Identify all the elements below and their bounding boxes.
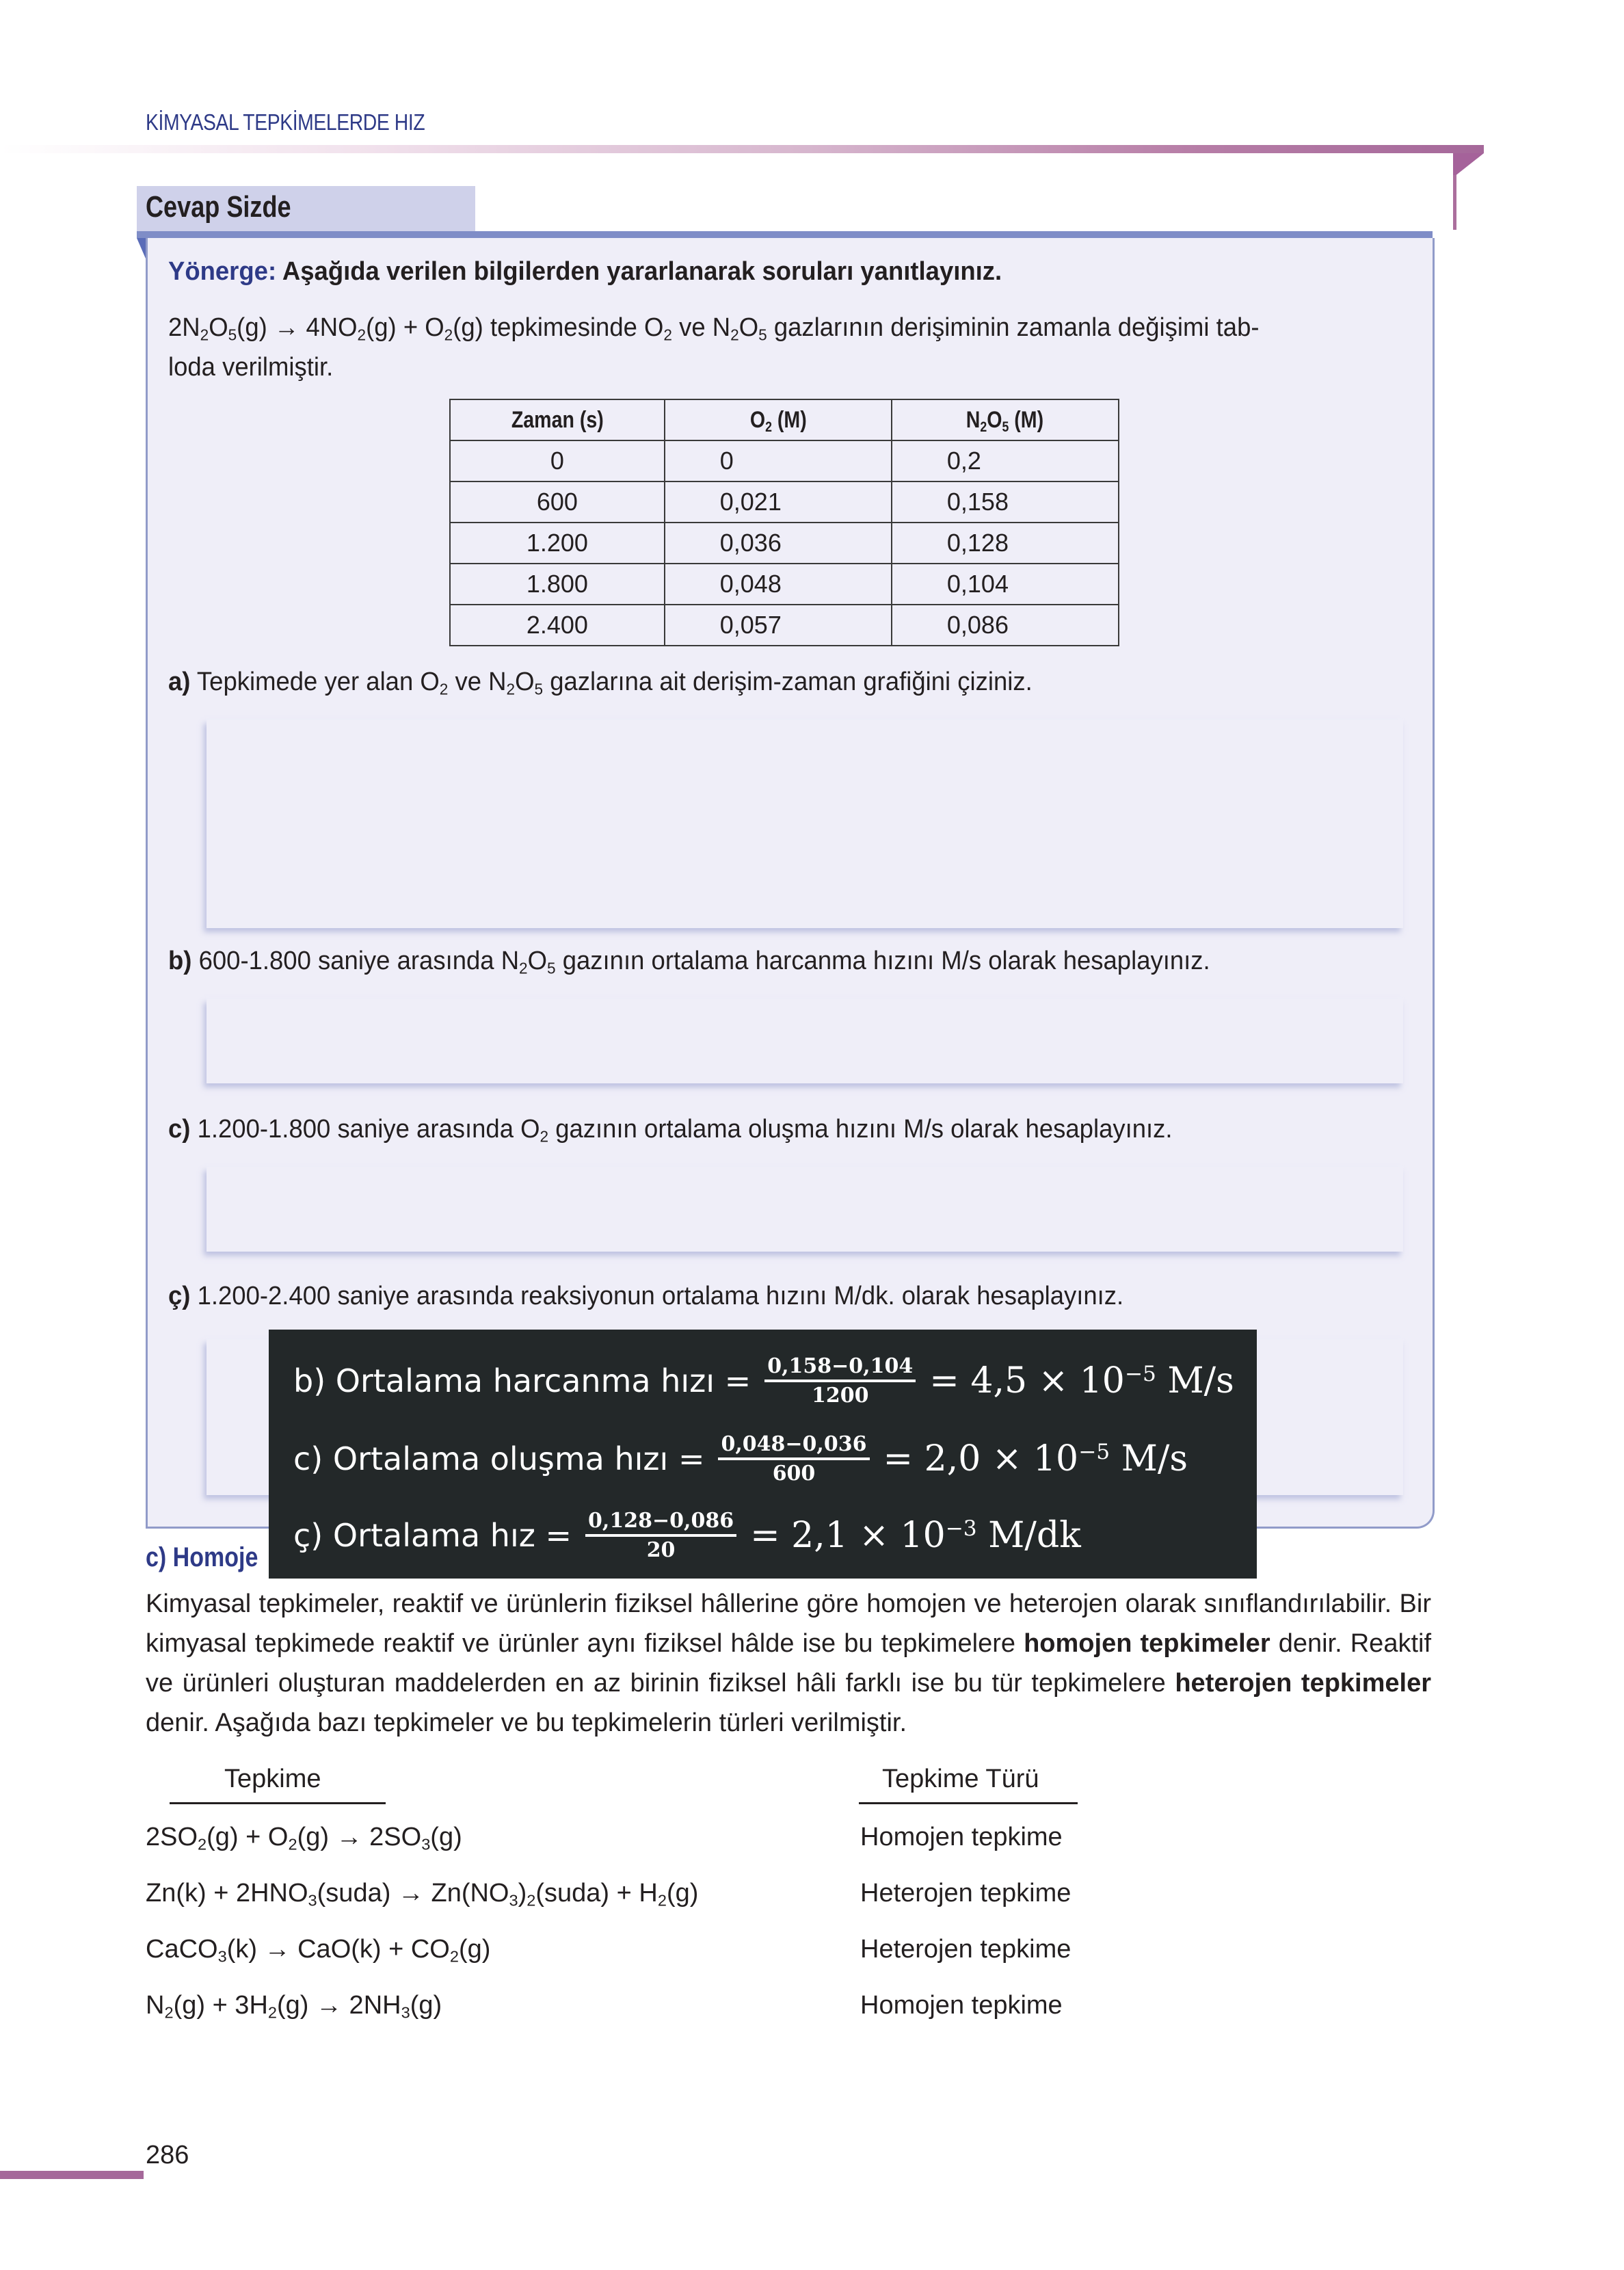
cell-time: 0: [450, 440, 665, 481]
concentration-table: [449, 399, 1119, 646]
answer-cc-numerator: 0,128−0,086: [585, 1509, 736, 1537]
table-row: [450, 523, 1119, 564]
page-number: 286: [146, 2141, 189, 2169]
col-heading-type: Tepkime Türü: [882, 1765, 1039, 1793]
question-a: a) Tepkimede yer alan $O_2$ ve $N_2O_5$ gazlarına ait derişim-zaman grafiğini çiziniz.: [168, 668, 1033, 698]
activity-top-bar: [137, 231, 1433, 238]
answer-b: [293, 1354, 1234, 1408]
answer-c-fraction: [718, 1432, 869, 1486]
col-heading-reaction: Tepkime: [224, 1765, 321, 1793]
table-row: [450, 481, 1119, 523]
answer-cc-result: = $2,1 \times 10^{-3}$ M/dk: [750, 1515, 1081, 1556]
col-rule-reaction: [170, 1802, 386, 1804]
reaction-equation: $2SO_2(g) + O_2(g) \to 2SO_3(g)$: [146, 1823, 462, 1853]
cell-time: 2.400: [450, 605, 665, 646]
question-b-label: b): [168, 947, 192, 975]
cell-o2: 0: [665, 440, 892, 481]
answers-overlay: [269, 1330, 1257, 1579]
intro-line-1: $2N_2O_5(g) \to 4NO_2(g) + O_2(g)$ tepkimesinde $O_2$ ve $N_2O_5$ gazlarının derişiminin zamanla değişimi tab-: [168, 313, 1260, 344]
cell-n2o5: 0,086: [892, 605, 1119, 646]
header-gradient-bar: [0, 145, 1484, 153]
reaction-equation: $Zn(k) + 2HNO_3(suda)$ → $Zn(NO_3)_2(suda) + H_2(g)$: [146, 1879, 699, 1910]
running-title: KİMYASAL TEPKİMELERDE HIZ: [146, 109, 425, 135]
reaction-type: Heterojen tepkime: [860, 1879, 1071, 1908]
activity-tab-label: Cevap Sizde: [146, 190, 291, 224]
section-paragraph: Kimyasal tepkimeler, reaktif ve ürünlerin fiziksel hâllerine göre homojen ve heterojen olarak sınıflandırılabilir. Bir kimyasal tepkimede reaktif ve ürünler aynı fiziksel hâlde ise bu tepkimelere homojen tepkimeler denir. Reaktif ve ürünleri oluşturan maddelerden en az birinin fiziksel hâli farklı ise bu tür tepkimelere heterojen tepkimeler denir. Aşağıda bazı tepkimeler ve bu tepkimelerin türleri verilmiştir.: [146, 1589, 1432, 1737]
question-b: b) 600-1.800 saniye arasında $N_2O_5$ gazının ortalama harcanma hızını M/s olarak hesaplayınız.: [168, 947, 1210, 977]
table-row: [450, 564, 1119, 605]
cell-n2o5: 0,104: [892, 564, 1119, 605]
col-header-time: Zaman (s): [450, 399, 665, 440]
answer-c: [293, 1432, 1188, 1486]
directive-text: Aşağıda verilen bilgilerden yararlanarak soruları yanıtlayınız.: [276, 257, 1002, 286]
answer-area-b[interactable]: [207, 999, 1403, 1083]
header-corner-flag: [1453, 153, 1484, 175]
answer-c-denominator: 600: [772, 1462, 816, 1486]
reaction-equation: CaCO$_3$(k) → $CaO(k) + CO_2(g)$: [146, 1935, 491, 1966]
answer-area-c[interactable]: [207, 1167, 1403, 1252]
intro-tail: gazlarının derişiminin zamanla değişimi tab-: [767, 313, 1260, 342]
section-heading: c) Homoje: [146, 1542, 258, 1572]
answer-b-result: = $4,5 \times 10^{-5}$ M/s: [929, 1360, 1234, 1401]
answer-c-label: c) Ortalama oluşma hızı =: [293, 1440, 705, 1477]
footer-bar: [0, 2171, 144, 2179]
answer-cc-denominator: 20: [646, 1538, 676, 1562]
answer-b-numerator: 0,158−0,104: [764, 1354, 916, 1382]
cell-n2o5: 0,2: [892, 440, 1119, 481]
answer-b-denominator: 1200: [812, 1384, 869, 1408]
answer-b-fraction: [764, 1354, 916, 1408]
directive-label: Yönerge:: [168, 257, 277, 286]
question-c-label: c): [168, 1115, 191, 1144]
answer-area-a[interactable]: [207, 720, 1403, 928]
activity-notch: [137, 238, 146, 259]
cell-time: 1.800: [450, 564, 665, 605]
col-header-n2o5: $N_2O_5$ (M): [892, 399, 1119, 440]
cell-time: 600: [450, 481, 665, 523]
answer-cc: [293, 1509, 1081, 1562]
question-cc-label: ç): [168, 1282, 191, 1310]
table-row: [450, 440, 1119, 481]
reaction-type: Homojen tepkime: [860, 1823, 1063, 1851]
reaction-type: Heterojen tepkime: [860, 1935, 1071, 1964]
intro-line-2: loda verilmiştir.: [168, 353, 334, 382]
reaction-type: Homojen tepkime: [860, 1991, 1063, 2020]
cell-o2: 0,036: [665, 523, 892, 564]
cell-time: 1.200: [450, 523, 665, 564]
answer-cc-label: ç) Ortalama hız =: [293, 1517, 572, 1554]
table-row: [450, 605, 1119, 646]
directive: [168, 252, 1002, 291]
cell-o2: 0,021: [665, 481, 892, 523]
cell-o2: 0,048: [665, 564, 892, 605]
cell-n2o5: 0,158: [892, 481, 1119, 523]
cell-o2: 0,057: [665, 605, 892, 646]
question-c: c) 1.200-1.800 saniye arasında $O_2$ gazının ortalama oluşma hızını M/s olarak hesaplayınız.: [168, 1115, 1173, 1146]
answer-b-label: b) Ortalama harcanma hızı =: [293, 1362, 751, 1399]
answer-c-result: = $2,0 \times 10^{-5}$ M/s: [883, 1438, 1188, 1479]
question-cc-text: 1.200-2.400 saniye arasında reaksiyonun ortalama hızını M/dk. olarak hesaplayınız.: [197, 1282, 1124, 1310]
col-rule-type: [859, 1802, 1078, 1804]
reaction-equation: $N_2(g) + 3H_2(g) \to 2NH_3(g)$: [146, 1991, 442, 2022]
answer-c-numerator: 0,048−0,036: [718, 1432, 869, 1460]
answer-cc-fraction: [585, 1509, 736, 1562]
question-a-label: a): [168, 668, 191, 696]
col-header-o2: $O_2$ (M): [665, 399, 892, 440]
question-cc: [168, 1276, 1123, 1316]
cell-n2o5: 0,128: [892, 523, 1119, 564]
table-header-row: [450, 399, 1119, 440]
